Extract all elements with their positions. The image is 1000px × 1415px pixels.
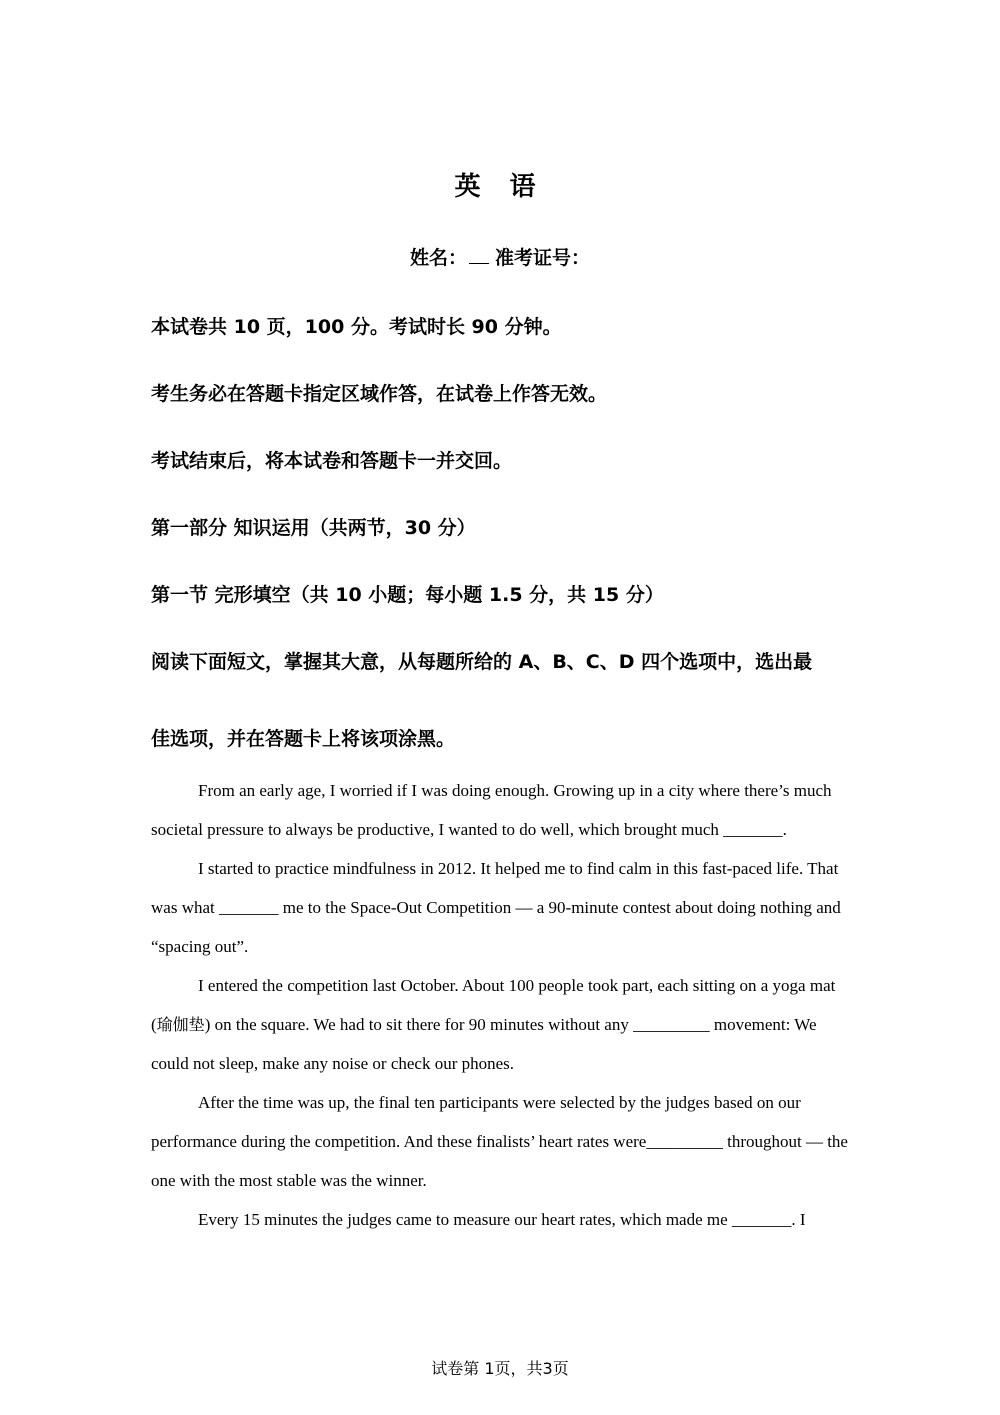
exam-id-label: 准考证号：: [495, 247, 591, 269]
candidate-info: [0, 243, 1000, 270]
passage-paragraph-2: I started to practice mindfulness in 2012. It helped me to find calm in this fast-paced life. That was what _______ me to the Space-Out Competition — a 90-minute contest about doing nothing and “spacing out”.: [151, 859, 841, 956]
paragraph-3-gloss: 瑜伽垫: [156, 1015, 205, 1034]
passage-paragraph-4: After the time was up, the final ten participants were selected by the judges based on our performance during the competition. And these finalists’ heart rates were_________ throughout — the one with the most stable was the winner.: [151, 1093, 848, 1190]
instruction-line-2: 考生务必在答题卡指定区域作答，在试卷上作答无效。: [151, 383, 608, 405]
passage: [151, 771, 856, 1239]
passage-paragraph-3: [151, 966, 856, 1083]
paragraph-3-text-a: I entered the competition last October. About 100 people took part, each sitting on a yoga mat (: [151, 976, 836, 1034]
name-label: 姓名：: [409, 247, 467, 269]
page-footer: 试卷第 1页，共3页: [431, 1359, 569, 1378]
passage-paragraph-5: Every 15 minutes the judges came to measure our heart rates, which made me _______. I: [198, 1210, 806, 1229]
instruction-line-3: 考试结束后，将本试卷和答题卡一并交回。: [151, 450, 513, 472]
directions-line-2: 佳选项，并在答题卡上将该项涂黑。: [151, 728, 456, 750]
name-blank: [469, 249, 489, 264]
instruction-line-1: 本试卷共 10 页，100 分。考试时长 90 分钟。: [151, 316, 562, 338]
passage-paragraph-1: From an early age, I worried if I was doing enough. Growing up in a city where there’s much societal pressure to always be productive, I wanted to do well, which brought much _______.: [151, 781, 832, 839]
directions-line-1: 阅读下面短文，掌握其大意，从每题所给的 A、B、C、D 四个选项中，选出最: [151, 651, 813, 673]
part-title: 第一部分 知识运用（共两节，30 分）: [151, 517, 476, 539]
page-title: 英 语: [454, 172, 546, 202]
section-title: 第一节 完形填空（共 10 小题；每小题 1.5 分，共 15 分）: [151, 584, 664, 606]
paragraph-3-text-b: ) on the square. We had to sit there for 90 minutes without any _________ movement: We could not sleep, make any noise or check our phones.: [151, 1015, 817, 1073]
